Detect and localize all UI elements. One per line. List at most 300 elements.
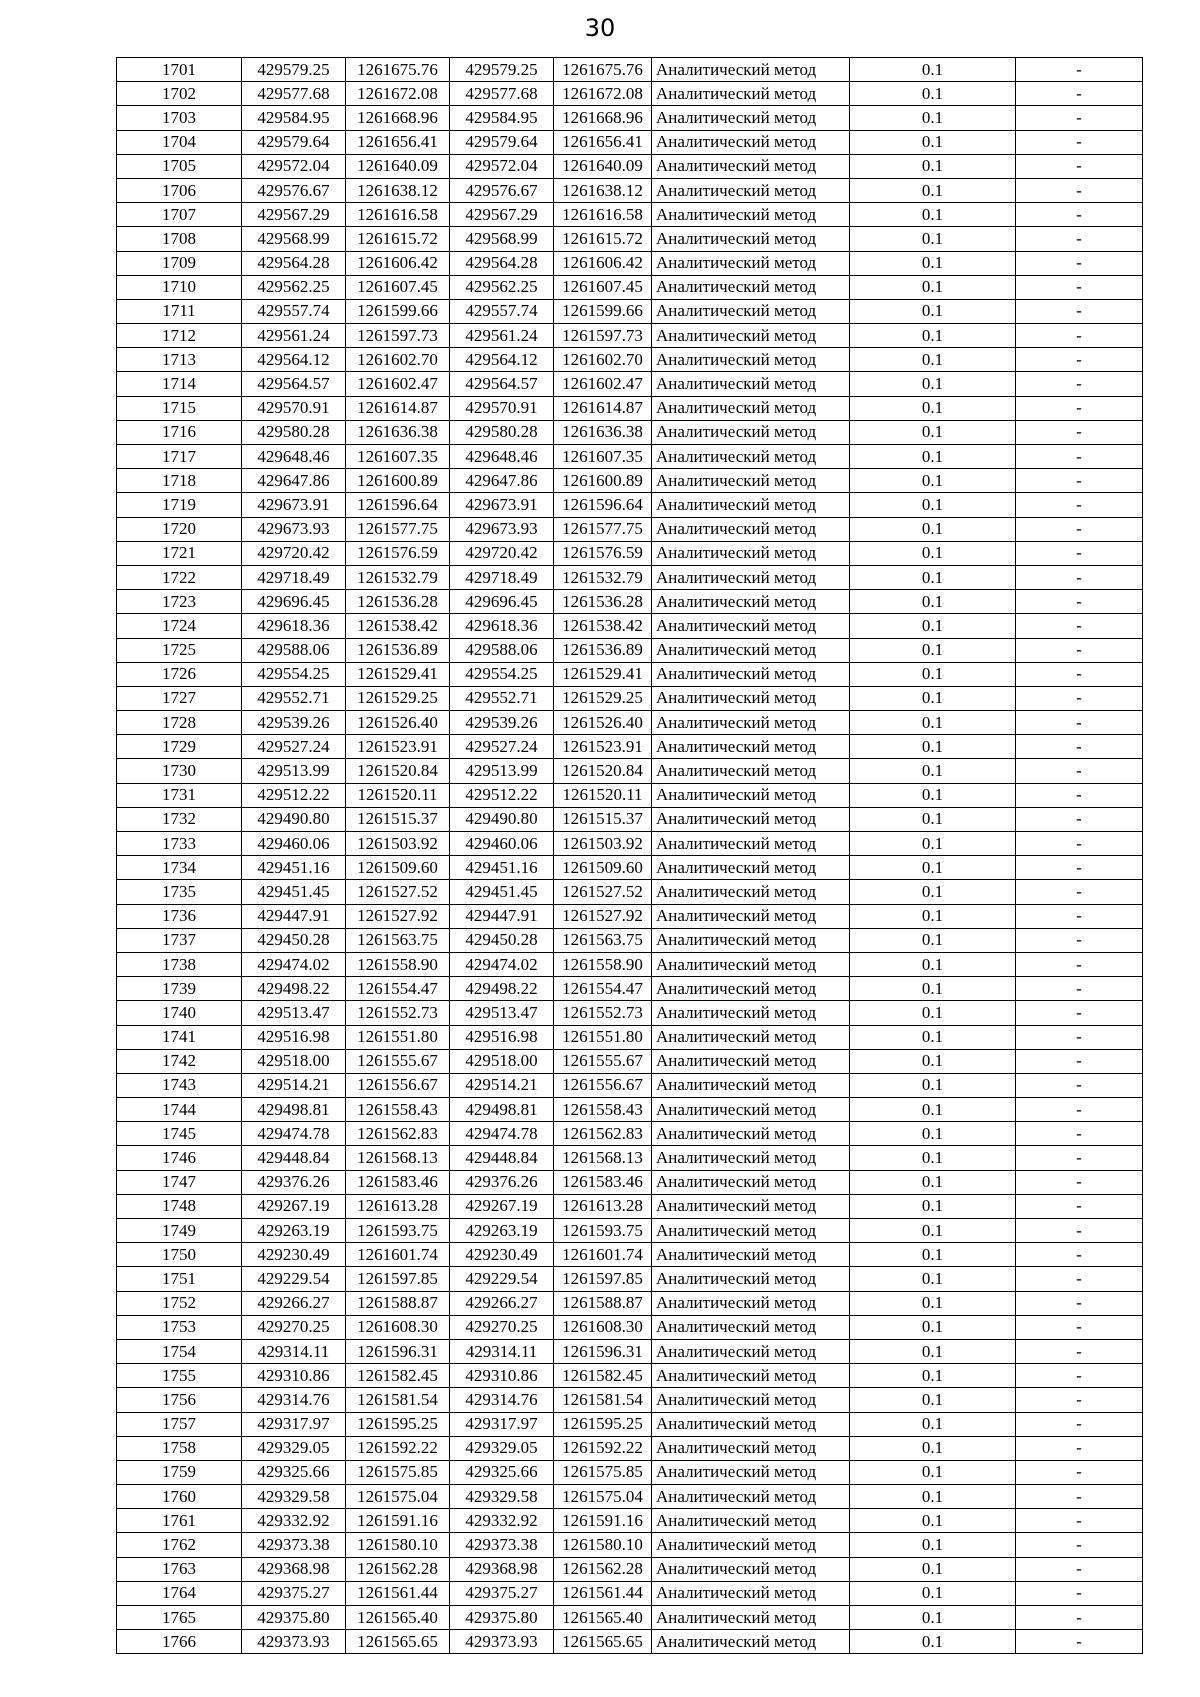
accuracy-cell: 0.1 <box>850 1533 1016 1557</box>
table-row <box>117 1460 1143 1484</box>
note-cell: - <box>1016 348 1143 372</box>
method-cell: Аналитический метод <box>652 130 850 154</box>
table-row <box>117 904 1143 928</box>
table-row <box>117 178 1143 202</box>
accuracy-cell: 0.1 <box>850 1194 1016 1218</box>
table-row <box>117 590 1143 614</box>
x-coordinate-cell: 429266.27 <box>242 1291 346 1315</box>
table-row <box>117 251 1143 275</box>
table-row <box>117 372 1143 396</box>
point-number-cell: 1743 <box>117 1073 242 1097</box>
y-coordinate-cell: 1261568.13 <box>346 1146 450 1170</box>
method-cell: Аналитический метод <box>652 807 850 831</box>
y-coordinate-cell: 1261536.89 <box>554 638 652 662</box>
y-coordinate-cell: 1261656.41 <box>554 130 652 154</box>
x-coordinate-cell: 429317.97 <box>242 1412 346 1436</box>
x-coordinate-cell: 429314.76 <box>450 1388 554 1412</box>
accuracy-cell: 0.1 <box>850 832 1016 856</box>
x-coordinate-cell: 429584.95 <box>242 106 346 130</box>
point-number-cell: 1760 <box>117 1485 242 1509</box>
y-coordinate-cell: 1261591.16 <box>346 1509 450 1533</box>
table-row <box>117 1606 1143 1630</box>
table-row <box>117 1146 1143 1170</box>
table-row <box>117 735 1143 759</box>
table-row <box>117 1436 1143 1460</box>
point-number-cell: 1753 <box>117 1315 242 1339</box>
x-coordinate-cell: 429329.05 <box>242 1436 346 1460</box>
y-coordinate-cell: 1261563.75 <box>346 928 450 952</box>
y-coordinate-cell: 1261613.28 <box>554 1194 652 1218</box>
note-cell: - <box>1016 904 1143 928</box>
table-row <box>117 1557 1143 1581</box>
note-cell: - <box>1016 1388 1143 1412</box>
x-coordinate-cell: 429270.25 <box>242 1315 346 1339</box>
x-coordinate-cell: 429368.98 <box>242 1557 346 1581</box>
point-number-cell: 1706 <box>117 178 242 202</box>
x-coordinate-cell: 429474.02 <box>450 952 554 976</box>
method-cell: Аналитический метод <box>652 880 850 904</box>
x-coordinate-cell: 429512.22 <box>450 783 554 807</box>
note-cell: - <box>1016 178 1143 202</box>
x-coordinate-cell: 429498.81 <box>450 1098 554 1122</box>
table-row <box>117 154 1143 178</box>
x-coordinate-cell: 429673.91 <box>242 493 346 517</box>
x-coordinate-cell: 429696.45 <box>450 590 554 614</box>
accuracy-cell: 0.1 <box>850 928 1016 952</box>
x-coordinate-cell: 429720.42 <box>242 541 346 565</box>
x-coordinate-cell: 429572.04 <box>242 154 346 178</box>
y-coordinate-cell: 1261615.72 <box>346 227 450 251</box>
method-cell: Аналитический метод <box>652 832 850 856</box>
x-coordinate-cell: 429576.67 <box>450 178 554 202</box>
y-coordinate-cell: 1261554.47 <box>346 977 450 1001</box>
table-row <box>117 1388 1143 1412</box>
table-row <box>117 1630 1143 1654</box>
method-cell: Аналитический метод <box>652 952 850 976</box>
method-cell: Аналитический метод <box>652 275 850 299</box>
method-cell: Аналитический метод <box>652 1243 850 1267</box>
note-cell: - <box>1016 686 1143 710</box>
accuracy-cell: 0.1 <box>850 517 1016 541</box>
x-coordinate-cell: 429514.21 <box>242 1073 346 1097</box>
note-cell: - <box>1016 1194 1143 1218</box>
x-coordinate-cell: 429564.57 <box>242 372 346 396</box>
x-coordinate-cell: 429325.66 <box>242 1460 346 1484</box>
accuracy-cell: 0.1 <box>850 880 1016 904</box>
x-coordinate-cell: 429376.26 <box>242 1170 346 1194</box>
y-coordinate-cell: 1261613.28 <box>346 1194 450 1218</box>
point-number-cell: 1709 <box>117 251 242 275</box>
x-coordinate-cell: 429516.98 <box>450 1025 554 1049</box>
note-cell: - <box>1016 1606 1143 1630</box>
note-cell: - <box>1016 1170 1143 1194</box>
accuracy-cell: 0.1 <box>850 493 1016 517</box>
y-coordinate-cell: 1261597.73 <box>554 324 652 348</box>
x-coordinate-cell: 429673.91 <box>450 493 554 517</box>
point-number-cell: 1757 <box>117 1412 242 1436</box>
y-coordinate-cell: 1261616.58 <box>554 203 652 227</box>
point-number-cell: 1716 <box>117 420 242 444</box>
x-coordinate-cell: 429588.06 <box>450 638 554 662</box>
point-number-cell: 1727 <box>117 686 242 710</box>
point-number-cell: 1722 <box>117 565 242 589</box>
y-coordinate-cell: 1261577.75 <box>346 517 450 541</box>
method-cell: Аналитический метод <box>652 1581 850 1605</box>
y-coordinate-cell: 1261552.73 <box>346 1001 450 1025</box>
accuracy-cell: 0.1 <box>850 396 1016 420</box>
method-cell: Аналитический метод <box>652 1388 850 1412</box>
table-row <box>117 759 1143 783</box>
y-coordinate-cell: 1261529.25 <box>346 686 450 710</box>
note-cell: - <box>1016 614 1143 638</box>
y-coordinate-cell: 1261601.74 <box>554 1243 652 1267</box>
y-coordinate-cell: 1261529.41 <box>554 662 652 686</box>
method-cell: Аналитический метод <box>652 1001 850 1025</box>
note-cell: - <box>1016 324 1143 348</box>
method-cell: Аналитический метод <box>652 203 850 227</box>
table-row <box>117 517 1143 541</box>
accuracy-cell: 0.1 <box>850 130 1016 154</box>
note-cell: - <box>1016 856 1143 880</box>
y-coordinate-cell: 1261529.25 <box>554 686 652 710</box>
point-number-cell: 1705 <box>117 154 242 178</box>
x-coordinate-cell: 429718.49 <box>450 565 554 589</box>
method-cell: Аналитический метод <box>652 1194 850 1218</box>
y-coordinate-cell: 1261536.89 <box>346 638 450 662</box>
table-row <box>117 1485 1143 1509</box>
x-coordinate-cell: 429673.93 <box>242 517 346 541</box>
y-coordinate-cell: 1261520.84 <box>554 759 652 783</box>
point-number-cell: 1762 <box>117 1533 242 1557</box>
point-number-cell: 1703 <box>117 106 242 130</box>
y-coordinate-cell: 1261562.83 <box>346 1122 450 1146</box>
coordinates-table <box>116 57 1143 1654</box>
x-coordinate-cell: 429527.24 <box>450 735 554 759</box>
table-row <box>117 493 1143 517</box>
y-coordinate-cell: 1261556.67 <box>554 1073 652 1097</box>
y-coordinate-cell: 1261588.87 <box>346 1291 450 1315</box>
x-coordinate-cell: 429375.27 <box>450 1581 554 1605</box>
method-cell: Аналитический метод <box>652 1630 850 1654</box>
x-coordinate-cell: 429229.54 <box>242 1267 346 1291</box>
point-number-cell: 1739 <box>117 977 242 1001</box>
y-coordinate-cell: 1261638.12 <box>554 178 652 202</box>
y-coordinate-cell: 1261562.28 <box>554 1557 652 1581</box>
x-coordinate-cell: 429325.66 <box>450 1460 554 1484</box>
method-cell: Аналитический метод <box>652 759 850 783</box>
note-cell: - <box>1016 1509 1143 1533</box>
x-coordinate-cell: 429448.84 <box>450 1146 554 1170</box>
point-number-cell: 1726 <box>117 662 242 686</box>
y-coordinate-cell: 1261576.59 <box>346 541 450 565</box>
note-cell: - <box>1016 1485 1143 1509</box>
table-row <box>117 1073 1143 1097</box>
y-coordinate-cell: 1261602.70 <box>346 348 450 372</box>
x-coordinate-cell: 429539.26 <box>450 711 554 735</box>
y-coordinate-cell: 1261536.28 <box>554 590 652 614</box>
y-coordinate-cell: 1261527.92 <box>554 904 652 928</box>
note-cell: - <box>1016 1073 1143 1097</box>
point-number-cell: 1764 <box>117 1581 242 1605</box>
x-coordinate-cell: 429450.28 <box>242 928 346 952</box>
note-cell: - <box>1016 1243 1143 1267</box>
method-cell: Аналитический метод <box>652 1533 850 1557</box>
note-cell: - <box>1016 227 1143 251</box>
x-coordinate-cell: 429373.93 <box>242 1630 346 1654</box>
method-cell: Аналитический метод <box>652 565 850 589</box>
method-cell: Аналитический метод <box>652 1485 850 1509</box>
x-coordinate-cell: 429696.45 <box>242 590 346 614</box>
y-coordinate-cell: 1261526.40 <box>554 711 652 735</box>
x-coordinate-cell: 429718.49 <box>242 565 346 589</box>
x-coordinate-cell: 429579.64 <box>450 130 554 154</box>
method-cell: Аналитический метод <box>652 299 850 323</box>
method-cell: Аналитический метод <box>652 1364 850 1388</box>
y-coordinate-cell: 1261599.66 <box>554 299 652 323</box>
x-coordinate-cell: 429474.78 <box>450 1122 554 1146</box>
note-cell: - <box>1016 1581 1143 1605</box>
y-coordinate-cell: 1261577.75 <box>554 517 652 541</box>
accuracy-cell: 0.1 <box>850 590 1016 614</box>
y-coordinate-cell: 1261520.84 <box>346 759 450 783</box>
table-row <box>117 952 1143 976</box>
table-row <box>117 348 1143 372</box>
x-coordinate-cell: 429314.11 <box>450 1339 554 1363</box>
y-coordinate-cell: 1261552.73 <box>554 1001 652 1025</box>
x-coordinate-cell: 429373.93 <box>450 1630 554 1654</box>
table-row <box>117 1049 1143 1073</box>
y-coordinate-cell: 1261599.66 <box>346 299 450 323</box>
point-number-cell: 1730 <box>117 759 242 783</box>
table-row <box>117 928 1143 952</box>
point-number-cell: 1748 <box>117 1194 242 1218</box>
point-number-cell: 1740 <box>117 1001 242 1025</box>
accuracy-cell: 0.1 <box>850 154 1016 178</box>
y-coordinate-cell: 1261675.76 <box>554 58 652 82</box>
y-coordinate-cell: 1261606.42 <box>346 251 450 275</box>
table-row <box>117 58 1143 82</box>
table-row <box>117 783 1143 807</box>
accuracy-cell: 0.1 <box>850 1098 1016 1122</box>
y-coordinate-cell: 1261581.54 <box>346 1388 450 1412</box>
x-coordinate-cell: 429447.91 <box>242 904 346 928</box>
x-coordinate-cell: 429673.93 <box>450 517 554 541</box>
y-coordinate-cell: 1261575.85 <box>346 1460 450 1484</box>
point-number-cell: 1728 <box>117 711 242 735</box>
accuracy-cell: 0.1 <box>850 1436 1016 1460</box>
table-row <box>117 1122 1143 1146</box>
y-coordinate-cell: 1261509.60 <box>554 856 652 880</box>
y-coordinate-cell: 1261551.80 <box>346 1025 450 1049</box>
x-coordinate-cell: 429570.91 <box>242 396 346 420</box>
accuracy-cell: 0.1 <box>850 106 1016 130</box>
y-coordinate-cell: 1261558.43 <box>554 1098 652 1122</box>
y-coordinate-cell: 1261638.12 <box>346 178 450 202</box>
method-cell: Аналитический метод <box>652 1267 850 1291</box>
point-number-cell: 1765 <box>117 1606 242 1630</box>
y-coordinate-cell: 1261565.40 <box>554 1606 652 1630</box>
note-cell: - <box>1016 493 1143 517</box>
y-coordinate-cell: 1261606.42 <box>554 251 652 275</box>
accuracy-cell: 0.1 <box>850 977 1016 1001</box>
table-row <box>117 856 1143 880</box>
table-row <box>117 396 1143 420</box>
x-coordinate-cell: 429618.36 <box>450 614 554 638</box>
x-coordinate-cell: 429329.58 <box>242 1485 346 1509</box>
method-cell: Аналитический метод <box>652 493 850 517</box>
note-cell: - <box>1016 372 1143 396</box>
point-number-cell: 1724 <box>117 614 242 638</box>
note-cell: - <box>1016 1122 1143 1146</box>
y-coordinate-cell: 1261523.91 <box>554 735 652 759</box>
x-coordinate-cell: 429451.16 <box>242 856 346 880</box>
y-coordinate-cell: 1261607.45 <box>554 275 652 299</box>
x-coordinate-cell: 429329.05 <box>450 1436 554 1460</box>
accuracy-cell: 0.1 <box>850 1557 1016 1581</box>
x-coordinate-cell: 429375.80 <box>242 1606 346 1630</box>
x-coordinate-cell: 429310.86 <box>450 1364 554 1388</box>
y-coordinate-cell: 1261527.52 <box>346 880 450 904</box>
x-coordinate-cell: 429527.24 <box>242 735 346 759</box>
method-cell: Аналитический метод <box>652 638 850 662</box>
x-coordinate-cell: 429516.98 <box>242 1025 346 1049</box>
y-coordinate-cell: 1261515.37 <box>554 807 652 831</box>
y-coordinate-cell: 1261675.76 <box>346 58 450 82</box>
y-coordinate-cell: 1261583.46 <box>346 1170 450 1194</box>
method-cell: Аналитический метод <box>652 372 850 396</box>
y-coordinate-cell: 1261602.70 <box>554 348 652 372</box>
y-coordinate-cell: 1261582.45 <box>346 1364 450 1388</box>
method-cell: Аналитический метод <box>652 977 850 1001</box>
note-cell: - <box>1016 517 1143 541</box>
table-row <box>117 275 1143 299</box>
point-number-cell: 1747 <box>117 1170 242 1194</box>
table-row <box>117 1194 1143 1218</box>
x-coordinate-cell: 429518.00 <box>242 1049 346 1073</box>
note-cell: - <box>1016 1146 1143 1170</box>
note-cell: - <box>1016 58 1143 82</box>
accuracy-cell: 0.1 <box>850 1049 1016 1073</box>
accuracy-cell: 0.1 <box>850 372 1016 396</box>
y-coordinate-cell: 1261555.67 <box>554 1049 652 1073</box>
method-cell: Аналитический метод <box>652 590 850 614</box>
note-cell: - <box>1016 880 1143 904</box>
method-cell: Аналитический метод <box>652 251 850 275</box>
y-coordinate-cell: 1261601.74 <box>346 1243 450 1267</box>
accuracy-cell: 0.1 <box>850 686 1016 710</box>
note-cell: - <box>1016 1098 1143 1122</box>
note-cell: - <box>1016 469 1143 493</box>
y-coordinate-cell: 1261596.31 <box>346 1339 450 1363</box>
method-cell: Аналитический метод <box>652 106 850 130</box>
method-cell: Аналитический метод <box>652 711 850 735</box>
y-coordinate-cell: 1261503.92 <box>346 832 450 856</box>
point-number-cell: 1754 <box>117 1339 242 1363</box>
table-body <box>117 58 1143 1654</box>
accuracy-cell: 0.1 <box>850 783 1016 807</box>
table-row <box>117 130 1143 154</box>
note-cell: - <box>1016 1460 1143 1484</box>
table-row <box>117 1025 1143 1049</box>
x-coordinate-cell: 429310.86 <box>242 1364 346 1388</box>
note-cell: - <box>1016 1364 1143 1388</box>
point-number-cell: 1736 <box>117 904 242 928</box>
method-cell: Аналитический метод <box>652 178 850 202</box>
y-coordinate-cell: 1261554.47 <box>554 977 652 1001</box>
y-coordinate-cell: 1261596.31 <box>554 1339 652 1363</box>
method-cell: Аналитический метод <box>652 904 850 928</box>
y-coordinate-cell: 1261591.16 <box>554 1509 652 1533</box>
x-coordinate-cell: 429572.04 <box>450 154 554 178</box>
note-cell: - <box>1016 977 1143 1001</box>
note-cell: - <box>1016 1025 1143 1049</box>
accuracy-cell: 0.1 <box>850 662 1016 686</box>
x-coordinate-cell: 429498.22 <box>450 977 554 1001</box>
x-coordinate-cell: 429266.27 <box>450 1291 554 1315</box>
x-coordinate-cell: 429267.19 <box>450 1194 554 1218</box>
x-coordinate-cell: 429474.02 <box>242 952 346 976</box>
method-cell: Аналитический метод <box>652 541 850 565</box>
y-coordinate-cell: 1261575.04 <box>554 1485 652 1509</box>
y-coordinate-cell: 1261532.79 <box>346 565 450 589</box>
y-coordinate-cell: 1261581.54 <box>554 1388 652 1412</box>
x-coordinate-cell: 429270.25 <box>450 1315 554 1339</box>
accuracy-cell: 0.1 <box>850 1388 1016 1412</box>
table-row <box>117 1170 1143 1194</box>
x-coordinate-cell: 429376.26 <box>450 1170 554 1194</box>
accuracy-cell: 0.1 <box>850 1025 1016 1049</box>
note-cell: - <box>1016 1049 1143 1073</box>
point-number-cell: 1756 <box>117 1388 242 1412</box>
y-coordinate-cell: 1261607.45 <box>346 275 450 299</box>
accuracy-cell: 0.1 <box>850 904 1016 928</box>
x-coordinate-cell: 429554.25 <box>242 662 346 686</box>
note-cell: - <box>1016 832 1143 856</box>
table-row <box>117 445 1143 469</box>
table-row <box>117 227 1143 251</box>
note-cell: - <box>1016 1630 1143 1654</box>
table-row <box>117 203 1143 227</box>
accuracy-cell: 0.1 <box>850 1243 1016 1267</box>
note-cell: - <box>1016 735 1143 759</box>
x-coordinate-cell: 429263.19 <box>242 1219 346 1243</box>
y-coordinate-cell: 1261532.79 <box>554 565 652 589</box>
y-coordinate-cell: 1261558.43 <box>346 1098 450 1122</box>
table-row <box>117 711 1143 735</box>
method-cell: Аналитический метод <box>652 856 850 880</box>
method-cell: Аналитический метод <box>652 1606 850 1630</box>
accuracy-cell: 0.1 <box>850 952 1016 976</box>
x-coordinate-cell: 429567.29 <box>242 203 346 227</box>
note-cell: - <box>1016 299 1143 323</box>
point-number-cell: 1720 <box>117 517 242 541</box>
note-cell: - <box>1016 565 1143 589</box>
table-row <box>117 1533 1143 1557</box>
table-row <box>117 1581 1143 1605</box>
y-coordinate-cell: 1261562.83 <box>554 1122 652 1146</box>
x-coordinate-cell: 429580.28 <box>242 420 346 444</box>
accuracy-cell: 0.1 <box>850 856 1016 880</box>
point-number-cell: 1746 <box>117 1146 242 1170</box>
x-coordinate-cell: 429554.25 <box>450 662 554 686</box>
method-cell: Аналитический метод <box>652 469 850 493</box>
x-coordinate-cell: 429564.57 <box>450 372 554 396</box>
note-cell: - <box>1016 1315 1143 1339</box>
note-cell: - <box>1016 396 1143 420</box>
accuracy-cell: 0.1 <box>850 735 1016 759</box>
table-row <box>117 82 1143 106</box>
method-cell: Аналитический метод <box>652 420 850 444</box>
